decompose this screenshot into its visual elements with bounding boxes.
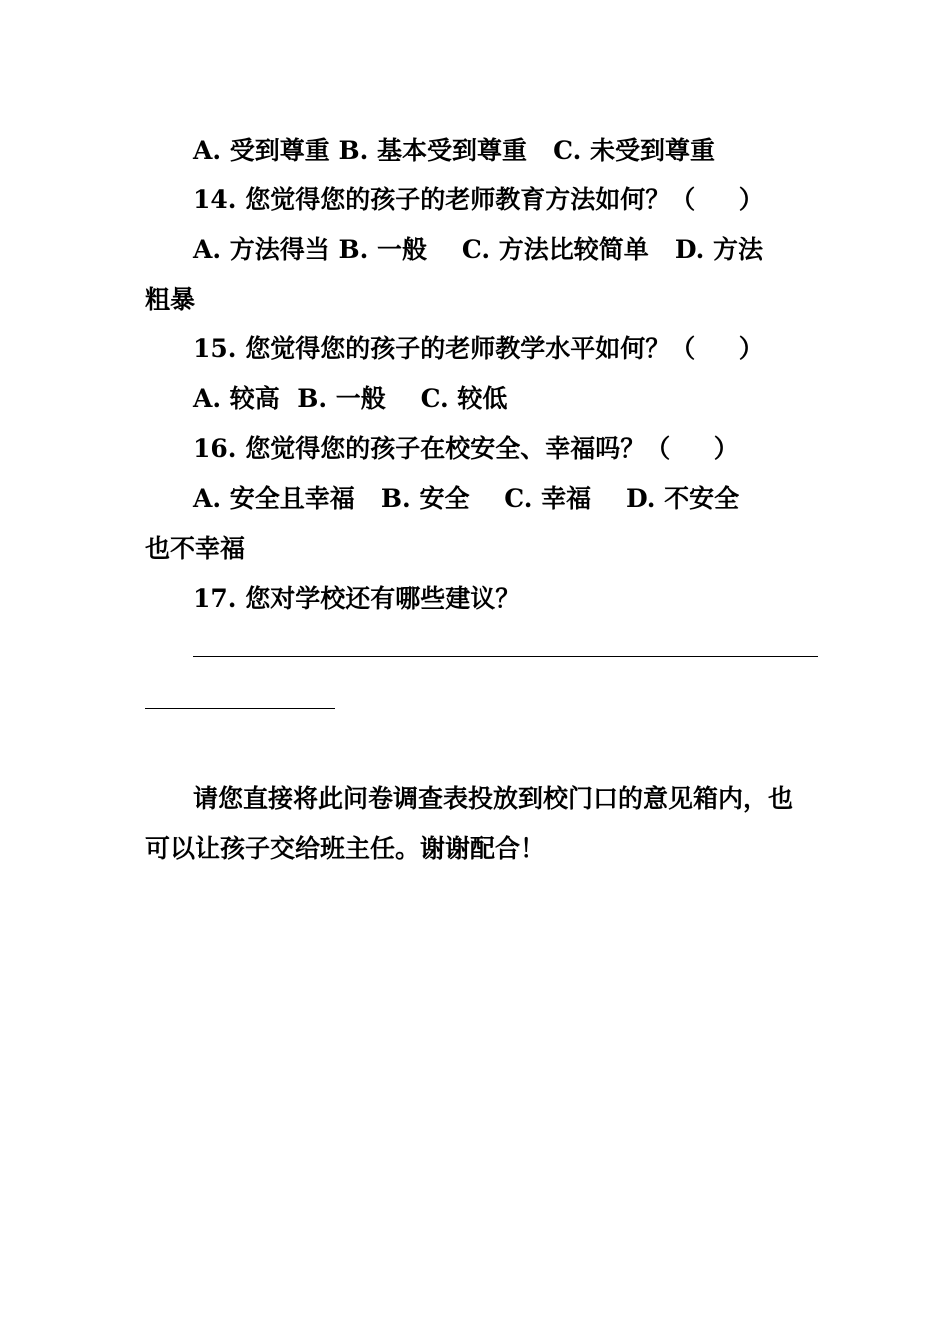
answer-line-2 [145,708,335,709]
q16-question: 16. 您觉得您的孩子在校安全、幸福吗？（ ） [193,434,739,463]
q17-question: 17. 您对学校还有哪些建议？ [193,584,521,613]
q14-options-line2: 粗暴 [145,285,196,314]
q14-question: 14. 您觉得您的孩子的老师教育方法如何？（ ） [193,185,764,214]
closing-line1: 请您直接将此问卷调查表投放到校门口的意见箱内，也 [193,784,794,813]
answer-line-1 [193,656,818,657]
q16-options-line1: A. 安全且幸福 B. 安全 C. 幸福 D. 不安全 [193,484,740,513]
q16-options-line2: 也不幸福 [145,534,246,563]
q13-options: A. 受到尊重 B. 基本受到尊重 C. 未受到尊重 [193,136,716,165]
q14-options-line1: A. 方法得当 B. 一般 C. 方法比较简单 D. 方法 [193,235,764,264]
q15-question: 15. 您觉得您的孩子的老师教学水平如何？（ ） [193,334,764,363]
closing-line2: 可以让孩子交给班主任。谢谢配合！ [145,834,546,863]
q15-options: A. 较高 B. 一般 C. 较低 [193,384,508,413]
